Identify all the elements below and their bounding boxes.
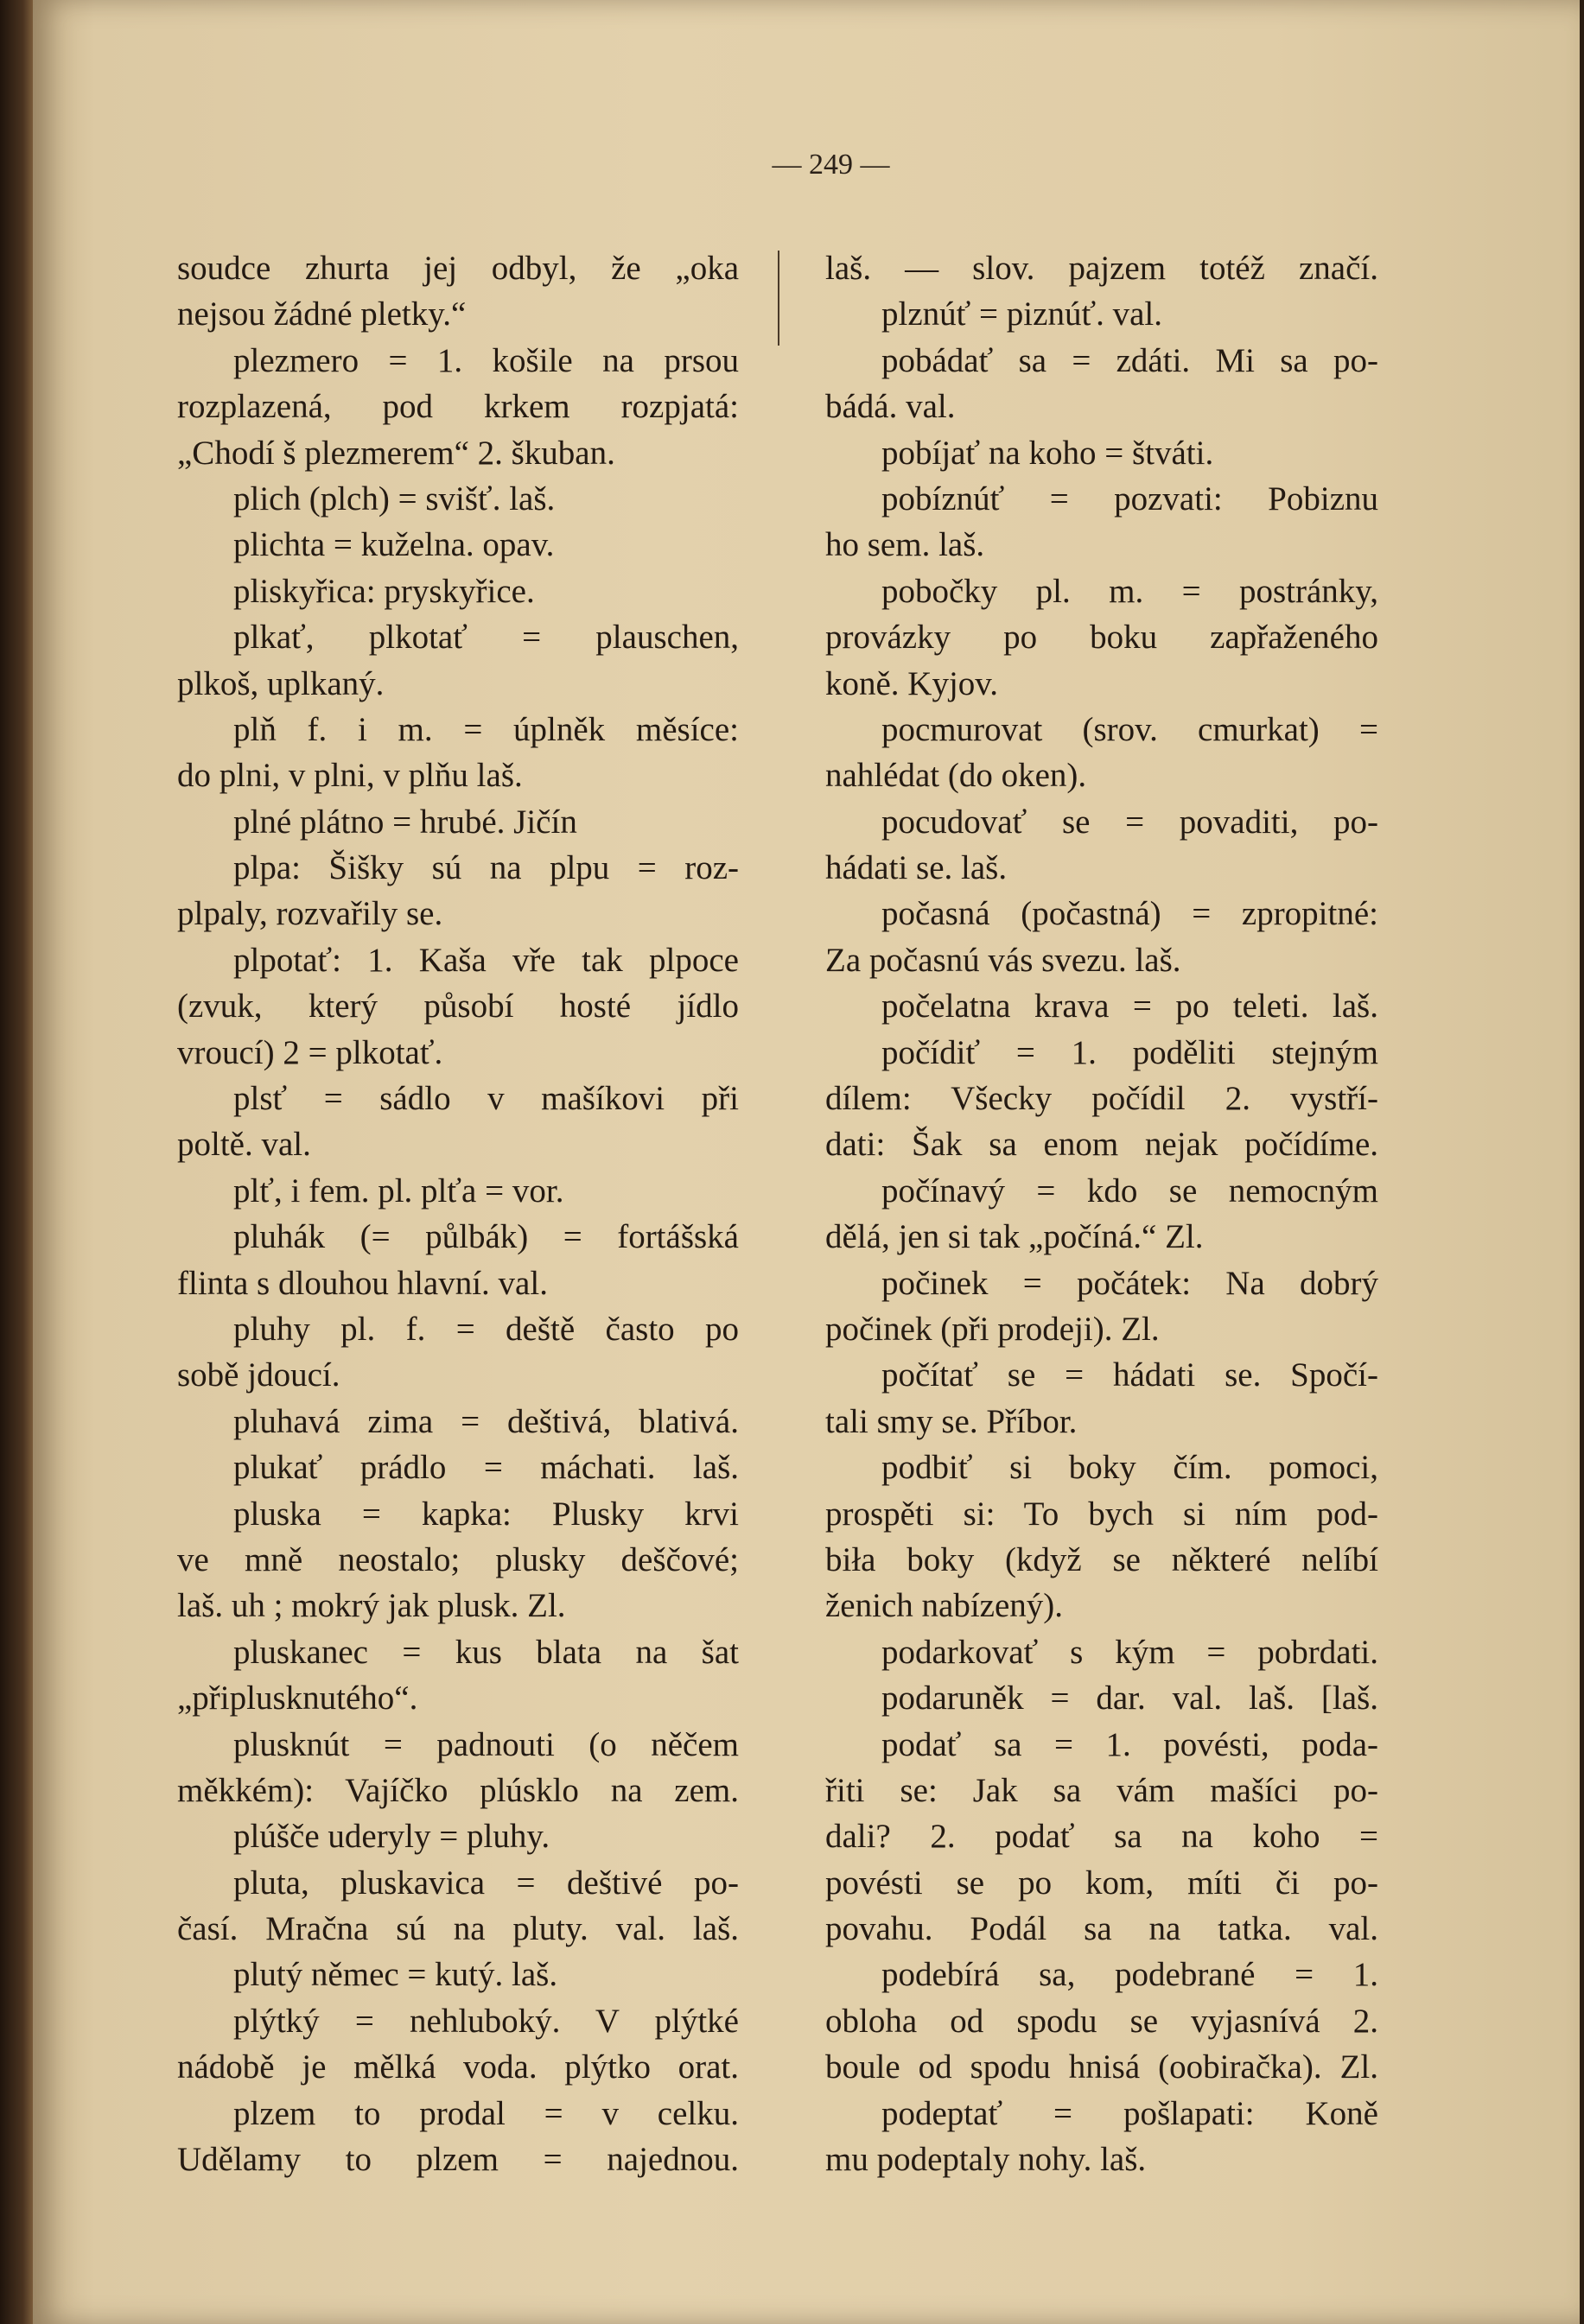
dictionary-line: nádobě je mělká voda. plýtko orat. [177,2048,739,2086]
dictionary-line: biła boky (když se některé nelíbí [825,1540,1378,1578]
dictionary-line: plichta = kuželna. opav. [233,526,555,564]
dictionary-line: Udělamy to plzem = najednou. [177,2141,739,2179]
dictionary-line: soudce zhurta jej odbyl, že „oka [177,250,739,287]
dictionary-line: počasná (počastná) = zpropitné: [881,895,1378,933]
dictionary-line: podaruněk = dar. val. laš. [laš. [881,1680,1378,1718]
dictionary-line: sobě jdoucí. [177,1356,340,1394]
dictionary-line: počinek = počátek: Na dobrý [881,1264,1378,1302]
dictionary-line: podať sa = 1. povésti, poda- [881,1725,1378,1763]
dictionary-line: mu podeptaly nohy. laš. [825,2141,1147,2179]
dictionary-line: plich (plch) = svišť. laš. [233,479,556,518]
dictionary-line: laš. — slov. pajzem totéž značí. [825,250,1378,287]
dictionary-line: (zvuk, který působí hosté jídlo [177,987,739,1025]
dictionary-line: provázky po boku zapřaženého [825,619,1378,657]
dictionary-line: pluhy pl. f. = deště často po [233,1310,739,1348]
dictionary-line: pluta, pluskavica = deštivé po- [233,1864,739,1902]
dictionary-line: do plni, v plni, v plňu laš. [177,757,523,795]
dictionary-line: pluskanec = kus blata na šat [233,1633,739,1671]
dictionary-line: podeptať = pošlapati: Koně [881,2094,1378,2132]
dictionary-line: plpaly, rozvařily se. [177,895,443,933]
dictionary-line: podarkovať s kým = pobrdati. [881,1633,1378,1671]
dictionary-line: bádá. val. [825,388,956,426]
dictionary-line: časí. Mračna sú na pluty. val. laš. [177,1910,739,1948]
dictionary-line: pobočky pl. m. = postránky, [881,572,1378,610]
dictionary-line: povésti se po kom, míti či po- [825,1864,1378,1902]
dictionary-line: obloha od spodu se vyjasnívá 2. [825,2002,1378,2040]
dictionary-line: pocmurovat (srov. cmurkat) = [881,710,1378,748]
dictionary-line: plúšče uderyly = pluhy. [233,1818,550,1856]
dictionary-line: pluhák (= půlbák) = fortášská [233,1218,739,1256]
dictionary-line: počítať se = hádati se. Spočí- [881,1356,1378,1394]
dictionary-line: plusknút = padnouti (o něčem [233,1725,739,1763]
dictionary-line: plsť = sádlo v mašíkovi při [233,1080,739,1118]
dictionary-line: plukať prádlo = máchati. laš. [233,1449,739,1487]
dictionary-line: laš. uh ; mokrý jak plusk. Zl. [177,1587,566,1625]
dictionary-line: plýtký = nehluboký. V plýtké [233,2002,739,2040]
dictionary-line: koně. Kyjov. [825,664,999,702]
dictionary-line: plutý němec = kutý. laš. [233,1956,558,1994]
dictionary-line: řiti se: Jak sa vám mašíci po- [825,1771,1378,1809]
dictionary-line: měkkém): Vajíčko plúsklo na zem. [177,1771,739,1809]
dictionary-line: pocudovať se = povaditi, po- [881,803,1378,841]
dictionary-line: plpotať: 1. Kaša vře tak plpoce [233,941,739,979]
dictionary-line: plzem to prodal = v celku. [233,2094,739,2132]
column-divider [778,251,779,346]
page-number: — 249 — [772,149,890,181]
dictionary-line: nejsou žádné pletky.“ [177,295,467,333]
dictionary-line: počelatna krava = po teleti. laš. [881,987,1378,1025]
dictionary-line: rozplazená, pod krkem rozpjatá: [177,388,739,426]
dictionary-line: pluhavá zima = deštivá, blativá. [233,1402,739,1440]
dictionary-line: plkať, plkotať = plauschen, [233,619,739,657]
dictionary-line: povahu. Podál sa na tatka. val. [825,1910,1378,1948]
dictionary-line: pobíznúť = pozvati: Pobiznu [881,479,1378,518]
dictionary-line: podbiť si boky čím. pomoci, [881,1449,1378,1487]
dictionary-line: ženich nabízený). [825,1587,1064,1625]
right-column [825,245,1378,2182]
dictionary-line: „připlusknutého“. [177,1680,418,1718]
dictionary-line: pliskyřica: pryskyřice. [233,572,535,610]
dictionary-line: dati: Šak sa enom nejak počídíme. [825,1126,1378,1164]
dictionary-line: „Chodí š plezmerem“ 2. škuban. [177,434,615,472]
dictionary-line: tali smy se. Příbor. [825,1402,1078,1440]
dictionary-line: podebírá sa, podebrané = 1. [881,1956,1378,1994]
dictionary-line: ve mně neostalo; plusky deščové; [177,1540,739,1578]
dictionary-line: hádati se. laš. [825,849,1008,887]
dictionary-line: počínavý = kdo se nemocným [881,1172,1378,1210]
dictionary-line: Za počasnú vás svezu. laš. [825,941,1181,979]
dictionary-line: flinta s dlouhou hlavní. val. [177,1264,548,1302]
dictionary-line: boule od spodu hnisá (oobiračka). Zl. [825,2048,1378,2086]
dictionary-line: pobádať sa = zdáti. Mi sa po- [881,341,1378,379]
dictionary-line: prospěti si: To bych si ním pod- [825,1495,1378,1533]
dictionary-line: počídiť = 1. poděliti stejným [881,1033,1378,1071]
dictionary-line: pobíjať na koho = štváti. [881,434,1214,472]
book-binding-edge [0,0,33,2324]
dictionary-line: vroucí) 2 = plkotať. [177,1033,443,1071]
dictionary-line: dílem: Všecky počídil 2. vystří- [825,1080,1378,1118]
dictionary-line: plznúť = piznúť. val. [881,295,1163,333]
left-column [177,245,739,2182]
dictionary-line: ho sem. laš. [825,526,985,564]
dictionary-line: počinek (při prodeji). Zl. [825,1310,1160,1348]
dictionary-line: plpa: Šišky sú na plpu = roz- [233,849,739,887]
dictionary-line: plkoš, uplkaný. [177,664,385,702]
dictionary-line: plť, i fem. pl. plťa = vor. [233,1172,564,1210]
dictionary-line: nahlédat (do oken). [825,757,1087,795]
dictionary-line: poltě. val. [177,1126,311,1164]
dictionary-line: plné plátno = hrubé. Jičín [233,803,577,841]
dictionary-line: plň f. i m. = úplněk měsíce: [233,710,739,748]
dictionary-line: plezmero = 1. košile na prsou [233,341,739,379]
dictionary-line: dělá, jen si tak „počíná.“ Zl. [825,1218,1204,1256]
dictionary-line: pluska = kapka: Plusky krvi [233,1495,739,1533]
dictionary-line: dali? 2. podať sa na koho = [825,1818,1378,1856]
